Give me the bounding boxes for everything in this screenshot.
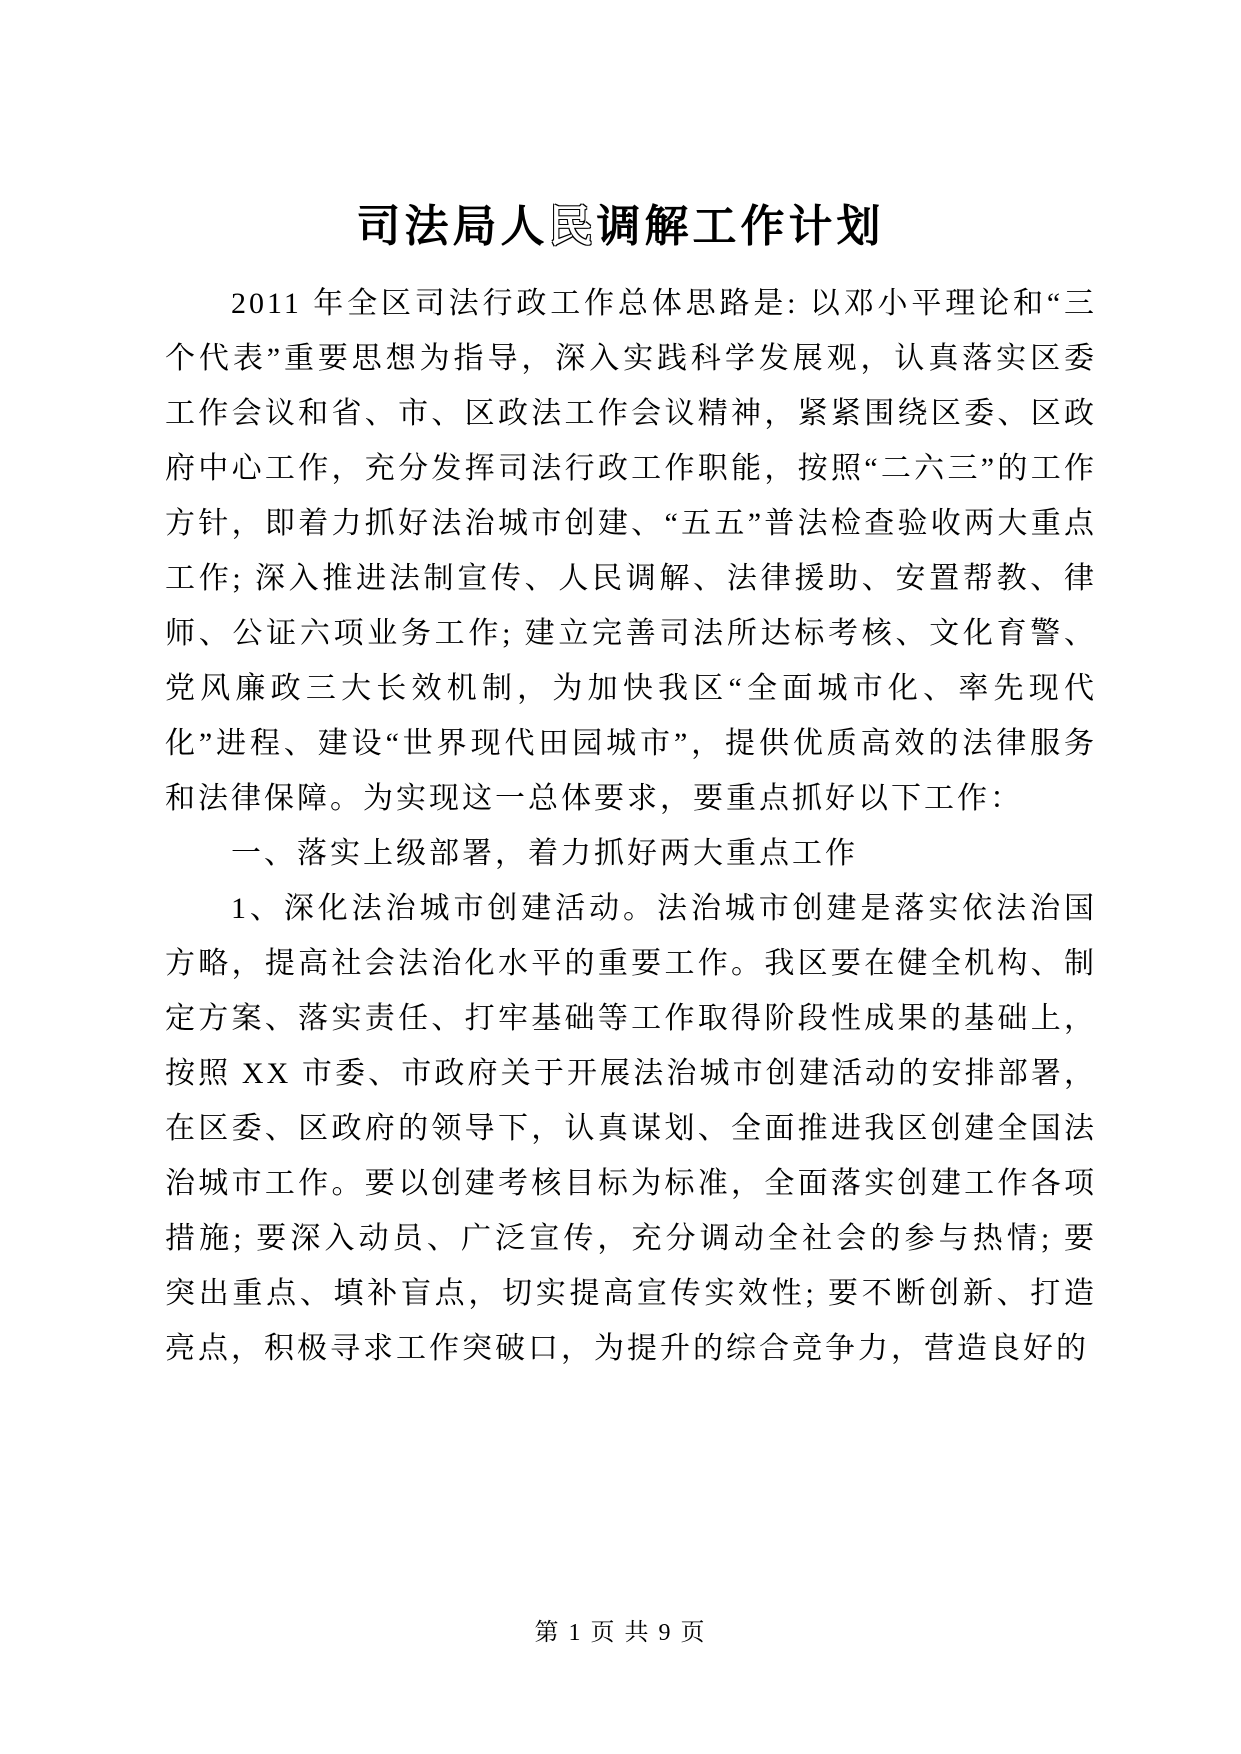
body-paragraph-intro: 2011 年全区司法行政工作总体思路是: 以邓小平理论和“三个代表”重要思想为指导，深入实践科学发展观，认真落实区委工作会议和省、市、区政法工作会议精神，紧紧围绕区委、区政府中心工作，充分发挥司法行政工作职能，按照“二六三”的工作方针，即着力抓好法治城市创建、“五五”普法检查验收两大重点工作; 深入推进法制宣传、人民调解、法律援助、安置帮教、律师、公证六项业务工作; 建立完善司法所达标考核、文化育警、党风廉政三大长效机制，为加快我区“全面城市化、率先现代化”进程、建设“世界现代田园城市”，提供优质高效的法律服务和法律保障。为实现这一总体要求，要重点抓好以下工作： bbox=[165, 287, 1097, 815]
title-text-suffix: 调解工作计划 bbox=[596, 202, 885, 251]
page-number-footer: 第 1 页 共 9 页 bbox=[534, 1620, 707, 1646]
document-title bbox=[0, 196, 1241, 258]
title-text-prefix: 司法局人 bbox=[356, 202, 549, 251]
body-paragraph-section-heading: 一、落实上级部署，着力抓好两大重点工作 bbox=[231, 837, 858, 870]
title-outline-char: 民 bbox=[548, 202, 597, 251]
body-paragraph-item-1: 1、深化法治城市创建活动。法治城市创建是落实依法治国方略，提高社会法治化水平的重要工作。我区要在健全机构、制定方案、落实责任、打牢基础等工作取得阶段性成果的基础上，按照 XX 市委、市政府关于开展法治城市创建活动的安排部署，在区委、区政府的领导下，认真谋划、全面推进我区创建全国法治城市工作。要以创建考核目标为标准，全面落实创建工作各项措施; 要深入动员、广泛宣传，充分调动全社会的参与热情; 要突出重点、填补盲点，切实提高宣传实效性; 要不断创新、打造亮点，积极寻求工作突破口，为提升的综合竞争力，营造良好的 bbox=[165, 892, 1097, 1365]
document-body bbox=[165, 276, 1097, 1376]
